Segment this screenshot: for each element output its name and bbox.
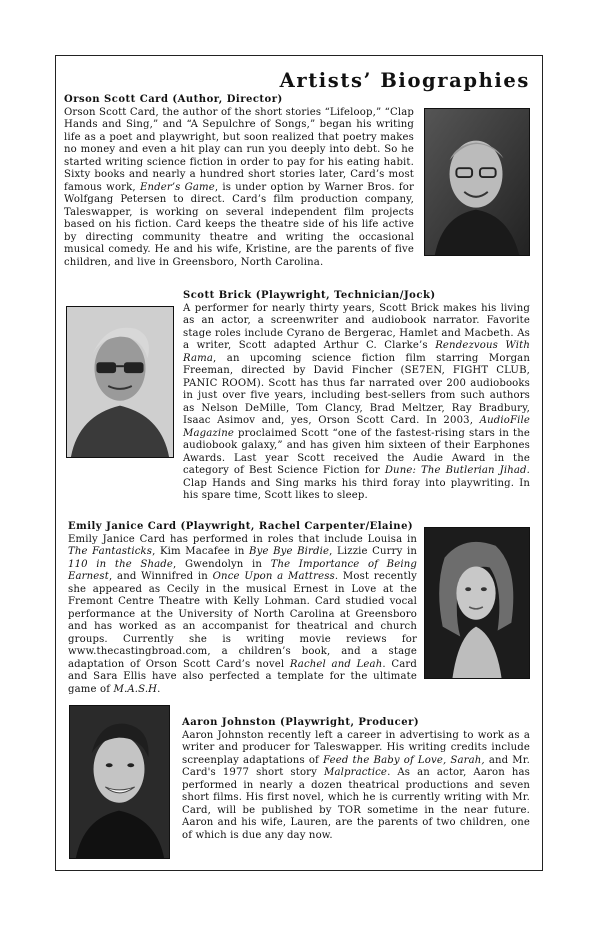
bio-name: Orson Scott Card (Author, Director) xyxy=(64,94,283,105)
bio-text-segment: , Kim Macafee in xyxy=(152,546,250,557)
page-title: Artists’ Biographies xyxy=(279,69,530,92)
bio-text xyxy=(183,303,530,503)
portrait-aaron-johnston xyxy=(69,705,170,859)
bio-orson-scott-card xyxy=(64,94,414,269)
bio-aaron-johnston xyxy=(182,717,530,842)
bio-text-segment: , Lizzie Curry in xyxy=(329,546,417,557)
bio-text-segment: , an upcoming science fiction film starring Morgan Freeman, directed by David Fincher (SE7EN, FIGHT CLUB, PANIC ROOM). Scott has thus far narrated over 200 audiobooks in just over five years, including best-sellers from such authors as Nelson DeMille, Tom Clancy, Brad Meltzer, Ray Bradbury, Isaac Asimov and, yes, Orson Scott Card. In 2003, xyxy=(183,352,530,426)
italic-title: M.A.S.H xyxy=(113,683,158,695)
bio-text-segment: , Gwendolyn in xyxy=(173,558,271,570)
italic-title: Once Upon a Mattress xyxy=(212,571,335,582)
bio-text-segment: and Mr. Card's 1977 short story xyxy=(182,754,531,778)
bio-text xyxy=(68,534,417,697)
portrait-orson-scott-card xyxy=(424,108,530,256)
bio-text-segment: . As an actor, Aaron has performed in nearly a dozen theatrical productions and seven short films. His first novel, which he is currently writing with Mr. Card, will be published by TOR sometime in the near future. Aaron and his wife, Lauren, are the parents of two children, one of which is due any day now. xyxy=(182,767,530,841)
portrait-emily-janice-card xyxy=(424,527,530,679)
bio-name: Emily Janice Card (Playwright, Rachel Carpenter/Elaine) xyxy=(68,521,414,532)
bio-text-segment: . Most recently she appeared as Cecily in the musical Ernest in Love at the Fremont Centre Theatre with Kelly Lohman. Card studied vocal performance at the University of North Carolina at Greensboro and has worked as an accompanist for theatrical and church groups. Currently she is writing movie reviews for www.thecastingbroad.com, a children’s book, and a stage adaptation of Orson Scott Card’s novel xyxy=(68,571,417,670)
bio-text xyxy=(64,107,414,270)
italic-title: 110 in the Shade xyxy=(68,558,174,570)
bio-emily-janice-card xyxy=(68,521,417,696)
bio-text-segment: Emily Janice Card has performed in roles that include Louisa in xyxy=(68,533,417,545)
bio-text-segment: A performer for nearly thirty years, Scott Brick makes his living as an actor, a screenwriter and audiobook narrator. Favorite stage roles include Cyrano de Bergerac, Hamlet and Macbeth. As a writer, Scott adapted Arthur C. Clarke’s xyxy=(183,302,530,351)
italic-title: The Importance of Being Earnest xyxy=(68,558,417,582)
bio-text-segment: Aaron Johnston recently left a career in advertising to work as a writer and producer for Taleswapper. His writing credits include screenplay adaptations of xyxy=(182,729,530,766)
bio-scott-brick xyxy=(183,290,530,503)
italic-title: Rendezvous With Rama xyxy=(183,340,530,364)
italic-title: Malpractice xyxy=(323,767,388,778)
bio-name: Scott Brick (Playwright, Technician/Jock) xyxy=(183,290,436,301)
bio-text-segment: . Card and Sara Ellis have also perfected a template for the ultimate game of xyxy=(68,658,417,695)
bio-text-segment: Orson Scott Card, the author of the short stories “Lifeloop,” “Clap Hands and Sing,” and “A Sepulchre of Songs,” began his writing life as a poet and playwright, but soon realized that poetry makes no money and even a hit play can run you deeply into debt. So he started writing science fiction in order to pay for his eating habit. Sixty books and nearly a hundred short stories later, Card’s most famous work, xyxy=(64,106,414,193)
italic-title: AudioFile Magazine xyxy=(183,415,530,439)
italic-title: Ender’s Game xyxy=(139,181,215,193)
bio-text-segment: proclaimed Scott “one of the fastest-rising stars in the audiobook galaxy,” and has given him sixteen of their Earphones Awards. Last year Scott received the Audie Award in the category of Best Science Fiction for xyxy=(183,427,530,476)
italic-title: Dune: The Butlerian Jihad xyxy=(384,465,527,476)
italic-title: Bye Bye Birdie xyxy=(249,546,330,557)
bio-text-segment: , is under option by Warner Bros. for Wolfgang Petersen to direct. Card’s film production company, Taleswapper, is working on several independent film projects based on his fiction. Card keeps the theatre side of his life active by directing community theatre and writing the occasional musical comedy. He and his wife, Kristine, are the parents of five children, and live in Greensboro, North Carolina. xyxy=(64,181,414,268)
bio-text-segment: . xyxy=(157,683,161,695)
italic-title: Rachel and Leah xyxy=(289,658,383,670)
bio-text-segment: . Clap Hands and Sing marks his third foray into playwriting. In his spare time, Scott likes to sleep. xyxy=(183,465,530,501)
bio-text xyxy=(182,730,530,843)
portrait-scott-brick xyxy=(66,306,174,458)
bio-text-segment: , and Winnifred in xyxy=(108,571,213,582)
bio-name: Aaron Johnston (Playwright, Producer) xyxy=(182,717,420,728)
italic-title: Feed the Baby of Love, Sarah, xyxy=(323,754,485,766)
italic-title: The Fantasticks xyxy=(68,546,153,557)
